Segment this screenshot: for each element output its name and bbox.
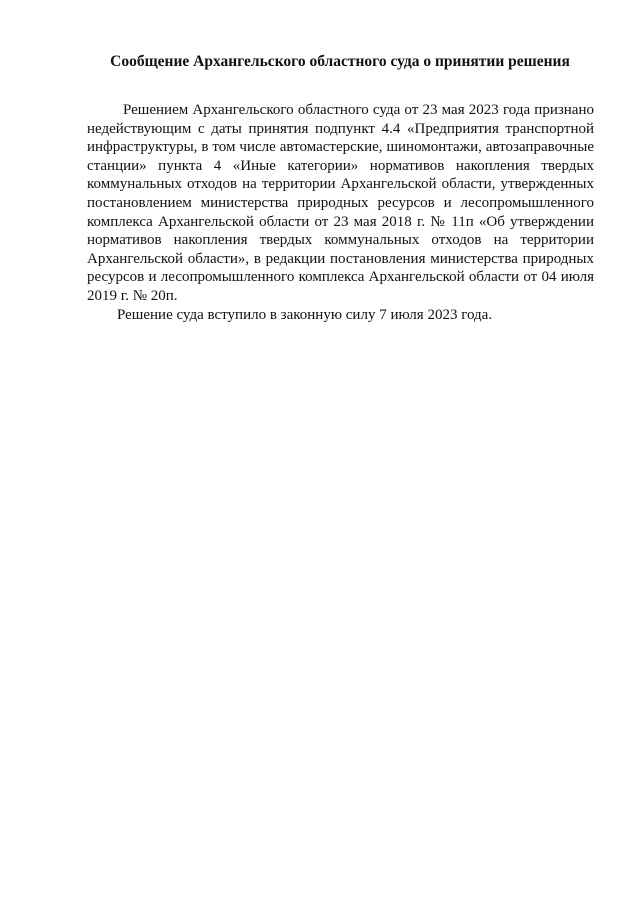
- document-title: Сообщение Архангельского областного суда о принятии решения: [110, 53, 570, 70]
- paragraph-effective-date: Решение суда вступило в законную силу 7 июля 2023 года.: [117, 306, 493, 323]
- paragraph-decision: Решением Архангельского областного суда от 23 мая 2023 года признано недействующим с даты принятия подпункт 4.4 «Предприятия транспортной инфраструктуры, в том числе автомастерские, шиномонтажи, автозаправочные станции» пункта 4 «Иные категории» нормативов накопления твердых коммунальных отходов на территории Архангельской области, утвержденных постановлением министерства природных ресурсов и лесопромышленного комплекса Архангельской области от 23 мая 2018 г. № 11п «Об утверждении нормативов накопления твердых коммунальных отходов на территории Архангельской области», в редакции постановления министерства природных ресурсов и лесопромышленного комплекса Архангельской области от 04 июля 2019 г. № 20п.: [87, 102, 594, 304]
- document-body: [87, 101, 594, 324]
